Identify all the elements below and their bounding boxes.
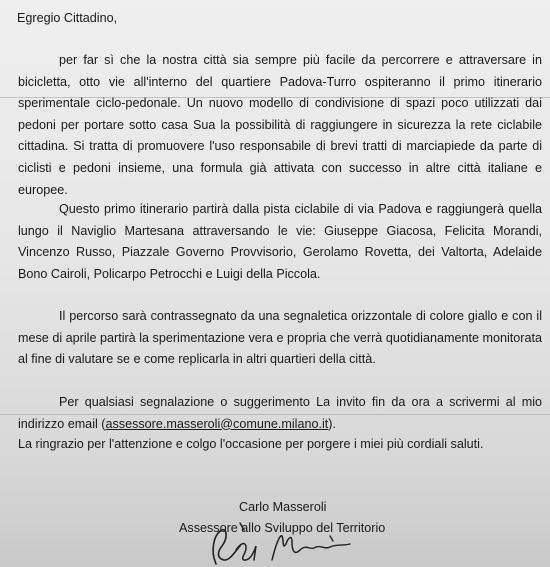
closing-line: La ringrazio per l'attenzione e colgo l'occasione per porgere i miei più cordiali saluti. — [18, 437, 484, 451]
signer-name: Carlo Masseroli — [239, 500, 327, 514]
signer-role: Assessore allo Sviluppo del Territorio — [179, 521, 386, 535]
contact-text-end: ). — [328, 416, 336, 431]
contact-text: Per qualsiasi segnalazione o suggerimento La invito fin da ora a scrivermi al mio indirizzo email ( — [18, 395, 542, 431]
handwritten-signature — [200, 520, 360, 567]
salutation: Egregio Cittadino, — [17, 11, 118, 25]
paragraph-intro: per far sì che la nostra città sia sempre più facile da percorrere e attraversare in bicicletta, otto vie all'interno del quartiere Padova-Turro ospiteranno il primo itinerario sperimentale ciclo-pedonale. Un nuovo modello di condivisione di spazi poco utilizzati dai pedoni per portare sotto casa Sua la possibilità di raggiungere in sicurezza la rete ciclabile cittadina. Si tratta di promuovere l'uso responsabile di brevi tratti di marciapiede da parte di ciclisti e pedoni insieme, una formula già attivata con successo in altre città italiane e europee. — [18, 53, 542, 197]
paragraph-itinerary: Questo primo itinerario partirà dalla pista ciclabile di via Padova e raggiungerà quella lungo il Naviglio Martesana attraversando le vie: Giuseppe Giacosa, Felicita Morandi, Vincenzo Russo, Piazzale Governo Provvisorio, Gerolamo Rovetta, dei Valtorta, Adelaide Bono Cairoli, Policarpo Petrocchi e Luigi della Piccola. — [18, 202, 542, 281]
paragraph-signage: Il percorso sarà contrassegnato da una segnaletica orizzontale di colore giallo e con il mese di aprile partirà la sperimentazione vera e propria che verrà quotidianamente monitorata al fine di valutare se e come replicarla in altri quartieri della città. — [18, 309, 542, 367]
email-address: assessore.masseroli@comune.milano.it — [105, 416, 329, 431]
paragraph-contact — [18, 392, 542, 435]
